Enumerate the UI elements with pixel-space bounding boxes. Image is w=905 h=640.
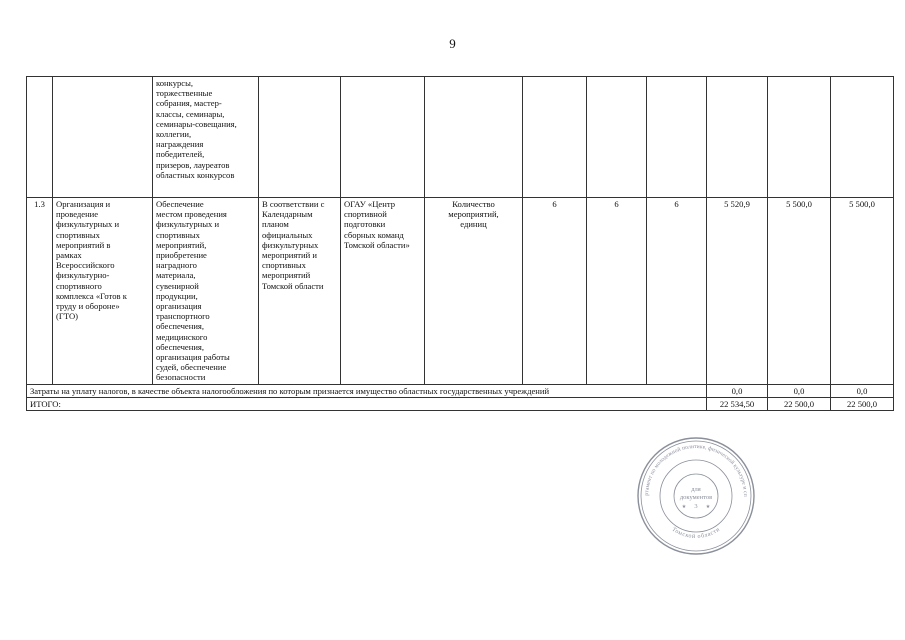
cell-empty bbox=[707, 77, 768, 198]
cell-tax-2: 0,0 bbox=[768, 384, 831, 397]
table-row-continuation bbox=[27, 77, 894, 198]
cell-empty bbox=[53, 77, 153, 198]
cell-empty bbox=[587, 77, 647, 198]
stamp-outer-text: ртамент по молодежной политике, физической культуре и сп bbox=[643, 443, 749, 497]
stamp-bottom-text: Томской области bbox=[670, 526, 722, 541]
cell-event-name: Организация и проведение физкультурных и спортивных мероприятий в рамках Всероссийского физкультурно- спортивного комплекса «Готов к труду и обороне» (ГТО) bbox=[53, 198, 153, 385]
cell-empty bbox=[523, 77, 587, 198]
cell-indicator: Количество мероприятий, единиц bbox=[425, 198, 523, 385]
cell-total-label: ИТОГО: bbox=[27, 397, 707, 410]
cell-empty bbox=[27, 77, 53, 198]
cell-funding-1: 5 520,9 bbox=[707, 198, 768, 385]
cell-empty bbox=[831, 77, 894, 198]
cell-activity-continued: конкурсы, торжественные собрания, мастер- классы, семинары, семинары-совещания, коллегии, награждения победителей, призеров, лауреатов областных конкурсов bbox=[153, 77, 259, 198]
star-icon: ★ bbox=[681, 505, 687, 510]
cell-empty bbox=[768, 77, 831, 198]
stamp-center-line1: для bbox=[691, 486, 701, 493]
cell-empty bbox=[259, 77, 341, 198]
cell-total-1: 22 534,50 bbox=[707, 397, 768, 410]
cell-tax-label: Затраты на уплату налогов, в качестве объекта налогообложения по которым признается имущество областных государственных учреждений bbox=[27, 384, 707, 397]
table-row-1-3 bbox=[27, 198, 894, 385]
stamp-center-number: 3 bbox=[694, 503, 698, 510]
cell-value-2: 6 bbox=[587, 198, 647, 385]
table-row-total bbox=[27, 397, 894, 410]
star-icon: ★ bbox=[705, 505, 711, 510]
cell-activity: Обеспечение местом проведения физкультурных и спортивных мероприятий, приобретение наградного материала, сувенирной продукции, организация транспортного обеспечения, медицинского обеспечения, организация работы судей, обеспечение безопасности bbox=[153, 198, 259, 385]
svg-text:Томской области bbox=[671, 526, 722, 540]
official-stamp bbox=[636, 436, 756, 556]
program-table bbox=[26, 76, 894, 411]
cell-empty bbox=[647, 77, 707, 198]
cell-number: 1.3 bbox=[27, 198, 53, 385]
cell-tax-1: 0,0 bbox=[707, 384, 768, 397]
cell-funding-3: 5 500,0 bbox=[831, 198, 894, 385]
cell-funding-2: 5 500,0 bbox=[768, 198, 831, 385]
cell-basis: В соответствии с Календарным планом официальных физкультурных мероприятий и спортивных мероприятий Томской области bbox=[259, 198, 341, 385]
table-row-tax bbox=[27, 384, 894, 397]
cell-value-1: 6 bbox=[523, 198, 587, 385]
cell-value-3: 6 bbox=[647, 198, 707, 385]
cell-executor: ОГАУ «Центр спортивной подготовки сборных команд Томской области» bbox=[341, 198, 425, 385]
cell-total-2: 22 500,0 bbox=[768, 397, 831, 410]
page-number: 9 bbox=[449, 36, 456, 51]
cell-total-3: 22 500,0 bbox=[831, 397, 894, 410]
stamp-center-line2: документов bbox=[679, 494, 713, 501]
cell-empty bbox=[425, 77, 523, 198]
cell-tax-3: 0,0 bbox=[831, 384, 894, 397]
cell-empty bbox=[341, 77, 425, 198]
